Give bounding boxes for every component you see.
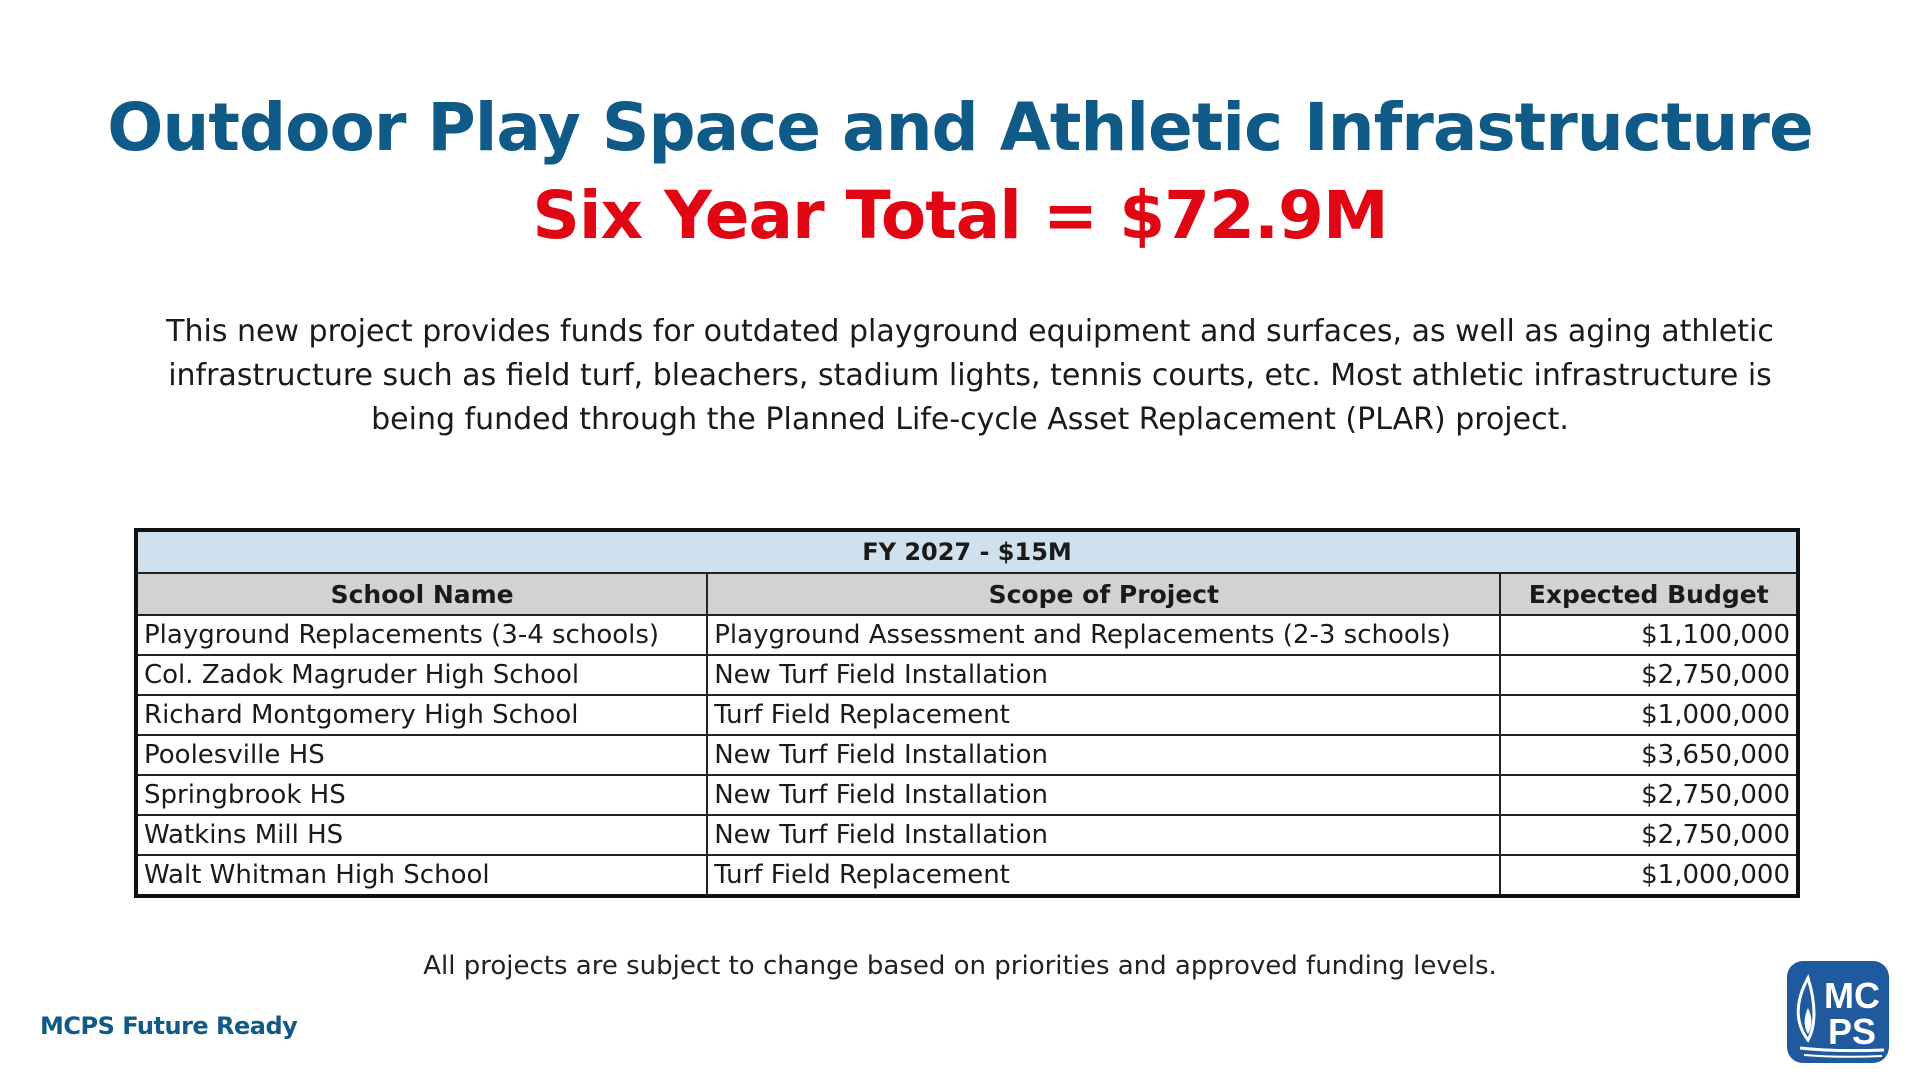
- school-name-cell: Playground Replacements (3-4 schools): [136, 615, 707, 655]
- table-row: [136, 735, 1798, 775]
- scope-cell: New Turf Field Installation: [707, 735, 1500, 775]
- scope-cell: Turf Field Replacement: [707, 695, 1500, 735]
- column-header-row: [136, 573, 1798, 615]
- slide-title: Outdoor Play Space and Athletic Infrastructure: [107, 89, 1813, 166]
- fy-header-row: [136, 530, 1798, 573]
- scope-cell: New Turf Field Installation: [707, 775, 1500, 815]
- school-name-cell: Walt Whitman High School: [136, 855, 707, 896]
- table-row: [136, 655, 1798, 695]
- table-row: [136, 775, 1798, 815]
- column-header-school-name: School Name: [136, 573, 707, 615]
- column-header-scope: Scope of Project: [707, 573, 1500, 615]
- budget-cell: $2,750,000: [1500, 815, 1798, 855]
- budget-cell: $2,750,000: [1500, 775, 1798, 815]
- scope-cell: Playground Assessment and Replacements (2-3 schools): [707, 615, 1500, 655]
- table-row: [136, 615, 1798, 655]
- brand-tagline: MCPS Future Ready: [40, 1012, 298, 1040]
- svg-text:PS: PS: [1827, 1011, 1877, 1052]
- fy2027-budget-table: [134, 528, 1800, 898]
- table-row: [136, 695, 1798, 735]
- disclaimer-note: All projects are subject to change based on priorities and approved funding levels.: [423, 951, 1497, 981]
- svg-text:MC: MC: [1824, 975, 1880, 1016]
- mcps-flame-logo-icon: [1786, 960, 1890, 1064]
- budget-cell: $1,100,000: [1500, 615, 1798, 655]
- school-name-cell: Col. Zadok Magruder High School: [136, 655, 707, 695]
- budget-cell: $3,650,000: [1500, 735, 1798, 775]
- school-name-cell: Springbrook HS: [136, 775, 707, 815]
- fy-header: FY 2027 - $15M: [136, 530, 1798, 573]
- budget-cell: $1,000,000: [1500, 695, 1798, 735]
- column-header-budget: Expected Budget: [1500, 573, 1798, 615]
- table-row: [136, 815, 1798, 855]
- scope-cell: Turf Field Replacement: [707, 855, 1500, 896]
- school-name-cell: Poolesville HS: [136, 735, 707, 775]
- budget-cell: $1,000,000: [1500, 855, 1798, 896]
- table-row: [136, 855, 1798, 896]
- school-name-cell: Richard Montgomery High School: [136, 695, 707, 735]
- project-description: This new project provides funds for outdated playground equipment and surfaces, as well as aging athletic infrastructure such as field turf, bleachers, stadium lights, tennis courts, etc. Most athletic infrastructure is being funded through the Planned Life-cycle Asset Replacement (PLAR) project.: [166, 314, 1774, 437]
- school-name-cell: Watkins Mill HS: [136, 815, 707, 855]
- budget-cell: $2,750,000: [1500, 655, 1798, 695]
- mcps-logo: [1786, 960, 1890, 1064]
- six-year-total: Six Year Total = $72.9M: [532, 177, 1388, 254]
- scope-cell: New Turf Field Installation: [707, 655, 1500, 695]
- scope-cell: New Turf Field Installation: [707, 815, 1500, 855]
